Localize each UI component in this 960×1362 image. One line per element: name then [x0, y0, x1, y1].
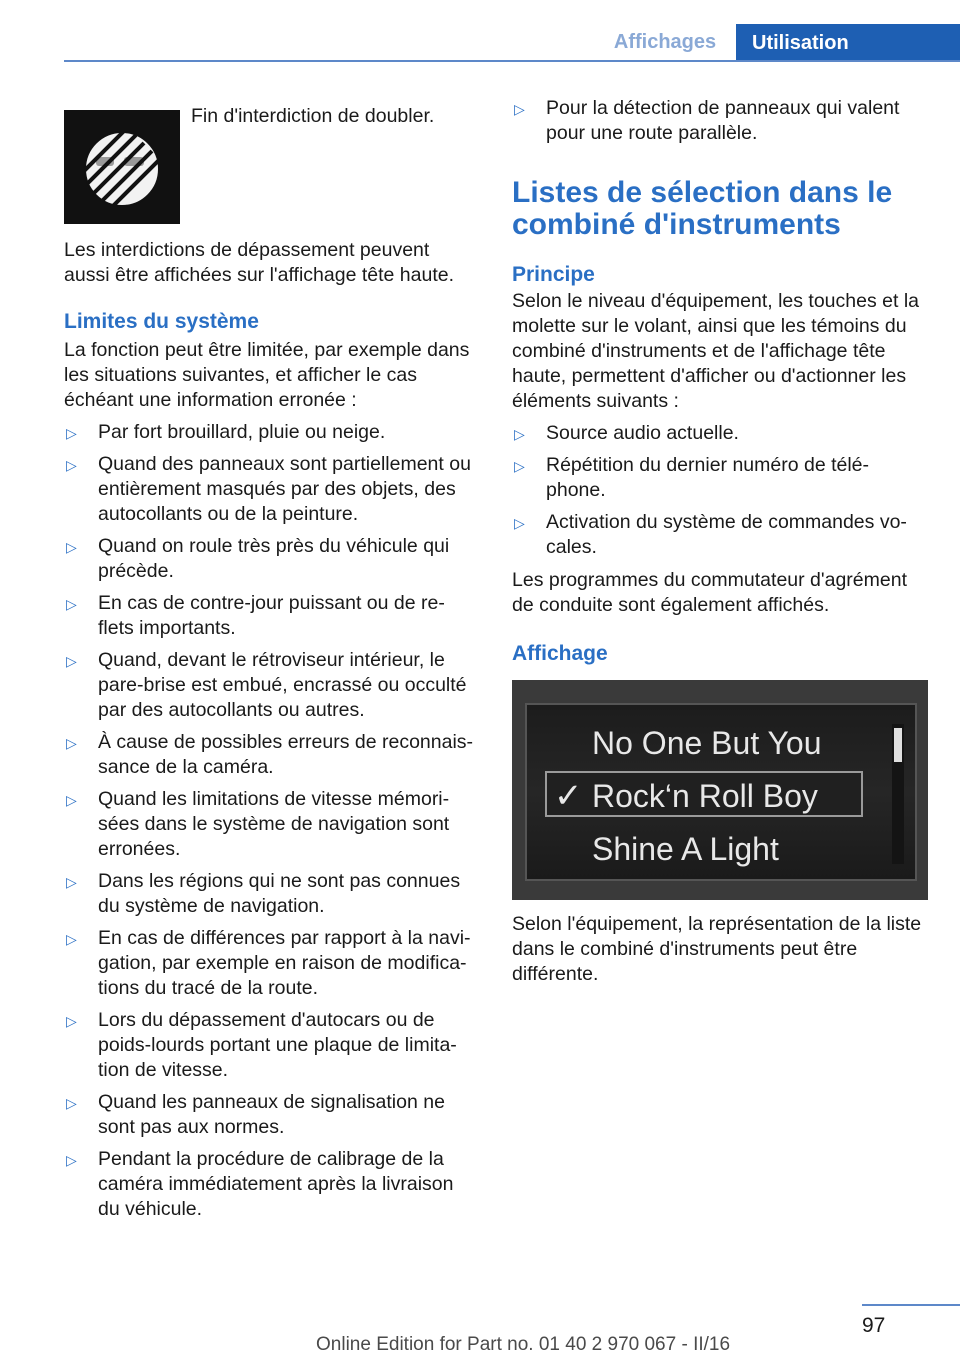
- list-item-text: Par fort brouillard, pluie ou neige.: [98, 421, 386, 443]
- list-item: [64, 730, 480, 780]
- list-item: [64, 926, 480, 1001]
- list-entry-3: Shine A Light: [592, 831, 779, 867]
- bullet-icon: ▷: [66, 425, 77, 441]
- list-item-text: Source audio actuelle.: [546, 422, 739, 444]
- instrument-cluster-list-image: [512, 680, 928, 900]
- list-item: [64, 1147, 480, 1222]
- bullet-icon: ▷: [514, 426, 525, 442]
- end-of-no-overtaking-sign-icon: [64, 110, 180, 224]
- bullet-icon: ▷: [66, 792, 77, 808]
- list-item: [64, 869, 480, 919]
- bullet-icon: ▷: [66, 1013, 77, 1029]
- list-item-text: Quand les panneaux de signalisation ne sont pas aux normes.: [98, 1091, 445, 1138]
- list-item: [512, 510, 928, 560]
- list-item: [64, 787, 480, 862]
- intro-paragraph: Les interdictions de dépassement peuvent aussi être affichées sur l'affichage tête haute.: [64, 239, 454, 286]
- right-column: [512, 96, 928, 987]
- bullet-icon: ▷: [66, 653, 77, 669]
- principle-heading: Principe: [512, 263, 595, 286]
- list-item: ▷ Pour la détection de panneaux qui valent pour une route parallèle.: [514, 97, 900, 144]
- sign-caption: Fin d'interdiction de doubler.: [191, 105, 435, 127]
- bullet-icon: ▷: [66, 1152, 77, 1168]
- list-entry-2: Rock‘n Roll Boy: [592, 778, 818, 814]
- list-item: [64, 1090, 480, 1140]
- bullet-icon: ▷: [66, 874, 77, 890]
- list-item-text: Quand, devant le rétroviseur intérieur, le pare-brise est embué, encrassé ou occulté par des autocollants ou autres.: [98, 649, 467, 721]
- list-item-text: Répétition du dernier numéro de télé-phone.: [546, 454, 870, 501]
- limits-list: [64, 420, 480, 1222]
- display-heading: Affichage: [512, 642, 608, 665]
- bullet-icon: ▷: [66, 1095, 77, 1111]
- list-item-text: Pendant la procédure de calibrage de la caméra immédiatement après la livraison du véhicule.: [98, 1148, 454, 1220]
- list-item: [64, 1008, 480, 1083]
- list-item: [64, 452, 480, 527]
- limits-paragraph: La fonction peut être limitée, par exemple dans les situations suivantes, et afficher le cas échéant une information erronée :: [64, 339, 470, 411]
- list-item-text: Dans les régions qui ne sont pas connues du système de navigation.: [98, 870, 461, 917]
- list-item-text: Quand on roule très près du véhicule qui précède.: [98, 535, 450, 582]
- limits-heading: Limites du système: [64, 310, 259, 333]
- list-item: [64, 648, 480, 723]
- list-item-text: En cas de différences par rapport à la navi-gation, par exemple en raison de modifica-tions du tracé de la route.: [98, 927, 471, 999]
- list-item-text: Quand les limitations de vitesse mémori-sées dans le système de navigation sont erronées.: [98, 788, 450, 860]
- after-display-paragraph: Selon l'équipement, la représentation de la liste dans le combiné d'instruments peut être différente.: [512, 913, 922, 985]
- page-number: 97: [862, 1314, 886, 1337]
- top-list: [512, 96, 928, 146]
- list-item: [512, 421, 928, 446]
- elements-list: [512, 421, 928, 560]
- tab-utilisation[interactable]: Utilisation: [736, 24, 960, 62]
- left-column: [64, 96, 480, 1222]
- list-item: [64, 534, 480, 584]
- bullet-icon: ▷: [66, 539, 77, 555]
- header-rule: [64, 60, 960, 62]
- list-item: [64, 591, 480, 641]
- bullet-icon: ▷: [66, 596, 77, 612]
- bullet-icon: ▷: [66, 931, 77, 947]
- edition-footer: Online Edition for Part no. 01 40 2 970 067 - II/16: [316, 1334, 731, 1355]
- sign-block: [64, 96, 480, 226]
- bullet-icon: ▷: [514, 101, 525, 117]
- section-heading: Listes de sélection dans le combiné d'instruments: [512, 176, 893, 241]
- check-icon: ✓: [554, 777, 583, 815]
- bullet-icon: ▷: [514, 458, 525, 474]
- list-item: [512, 453, 928, 503]
- tab-affichages[interactable]: Affichages: [613, 31, 717, 53]
- list-item-text: En cas de contre-jour puissant ou de re-flets importants.: [98, 592, 445, 639]
- list-item-text: À cause de possibles erreurs de reconnais-sance de la caméra.: [98, 731, 474, 778]
- bullet-icon: ▷: [514, 515, 525, 531]
- principle-paragraph: Selon le niveau d'équipement, les touches et la molette sur le volant, ainsi que les témoins du combiné d'instruments et de l'affichage tête haute, permettent d'afficher ou d'actionner les éléments suivants :: [512, 290, 919, 412]
- bullet-icon: ▷: [66, 735, 77, 751]
- bullet-icon: ▷: [66, 457, 77, 473]
- programs-paragraph: Les programmes du commutateur d'agrément de conduite sont également affichés.: [512, 569, 907, 616]
- footer-rule: [862, 1304, 960, 1306]
- list-item-text: Activation du système de commandes vo-cales.: [546, 511, 907, 558]
- list-item-text: Quand des panneaux sont partiellement ou entièrement masqués par des objets, des autocollants ou de la peinture.: [98, 453, 471, 525]
- list-item: [64, 420, 480, 445]
- list-item-text: Lors du dépassement d'autocars ou de poids-lourds portant une plaque de limita-tion de vitesse.: [98, 1009, 457, 1081]
- list-entry-1: No One But You: [592, 725, 822, 761]
